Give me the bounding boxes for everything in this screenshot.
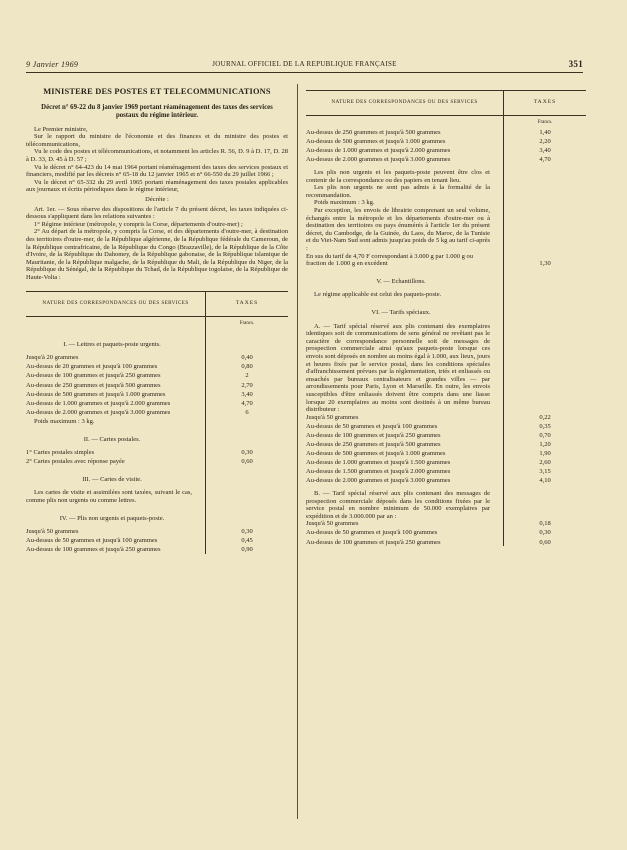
- column-header-nature: NATURE DES CORRESPONDANCES OU DES SERVICES: [26, 292, 206, 316]
- right-column: [306, 90, 586, 548]
- table-row: [306, 156, 586, 164]
- row-value: 3,40: [241, 390, 253, 398]
- unit-row: [306, 116, 586, 130]
- row-value: 3,40: [539, 147, 551, 155]
- unit-label: Francs.: [537, 119, 553, 125]
- note: Les plis non urgents et les paquets-poste peuvent être clos et contenir de la correspondance ou des papiers en tenant lieu.: [306, 169, 490, 184]
- unit-label: Francs.: [239, 321, 255, 327]
- row-label: Au-dessus de 50 grammes et jusqu'à 100 grammes: [306, 529, 438, 537]
- tariff-table-right: [306, 90, 586, 546]
- page-header: [26, 58, 583, 73]
- row-value: 2,70: [241, 381, 253, 389]
- section-note: Les cartes de visite et assimilées sont taxées, suivant le cas, comme plis non urgents ou comme lettres.: [26, 489, 192, 504]
- row-value: 4,70: [539, 156, 551, 164]
- row-value: 4,70: [241, 399, 253, 407]
- row-label: Au-dessus de 50 grammes et jusqu'à 100 grammes: [26, 537, 158, 545]
- table-header: [306, 91, 586, 116]
- row-label: Au-dessus de 1.500 grammes et jusqu'à 2.000 grammes: [306, 468, 451, 476]
- column-header-nature: NATURE DES CORRESPONDANCES OU DES SERVICES: [306, 91, 504, 115]
- row-value: 0,45: [241, 537, 253, 545]
- row-value: 0,18: [539, 520, 551, 528]
- row-value: 0,40: [241, 354, 253, 362]
- column-header-taxes: TAXES: [533, 99, 557, 105]
- row-label: Au-dessus de 500 grammes et jusqu'à 1.000 grammes: [26, 390, 166, 398]
- paragraph: Vu le décret n° 65-332 du 29 avril 1965 portant réaménagement des taxes postales applicables aux journaux et écrits périodiques dans le régime intérieur,: [26, 178, 288, 194]
- section-note: Le régime applicable est celui des paquets-poste.: [314, 291, 442, 299]
- table-row: [306, 441, 586, 449]
- row-value: 1,40: [539, 129, 551, 137]
- section-note: B. — Tarif spécial réservé aux plis contenant des messages de prospection commerciale déposés dans les conditions fixées par le service postal en nombre minimum de 50.000 exemplaires par expédition et de 3.000.000 par an :: [306, 489, 490, 520]
- row-value: 4,10: [539, 477, 551, 485]
- row-label: Au-dessus de 1.000 grammes et jusqu'à 2.000 grammes: [306, 147, 451, 155]
- row-label: Au-dessus de 2.000 grammes et jusqu'à 3.000 grammes: [306, 477, 451, 485]
- table-row: [306, 539, 586, 547]
- tariff-table-left: [26, 291, 288, 553]
- table-row: [26, 449, 288, 457]
- table-row: [26, 354, 288, 362]
- row-value: 0,70: [539, 431, 551, 439]
- row-label: Au-dessus de 100 grammes et jusqu'à 250 grammes: [26, 372, 161, 380]
- table-row: [306, 477, 586, 485]
- section-title: I. — Lettres et paquets-poste urgents.: [63, 340, 161, 348]
- article-1: Art. 1er. — Sous réserve des dispositions de l'article 7 du présent décret, les taxes indiquées ci-dessous s'appliquent dans les relations suivantes :: [26, 205, 288, 221]
- column-divider: [297, 84, 298, 819]
- row-value: 0,30: [241, 449, 253, 457]
- row-label: Au-dessus de 100 grammes et jusqu'à 250 grammes: [306, 538, 441, 546]
- row-value: 2,60: [539, 459, 551, 467]
- row-label: Au-dessus de 2.000 grammes et jusqu'à 3.000 grammes: [26, 408, 171, 416]
- table-body: [26, 317, 288, 554]
- row-value: 2: [245, 372, 249, 380]
- row-label: Jusqu'à 50 grammes: [26, 528, 79, 536]
- section-title: V. — Echantillons.: [376, 277, 426, 285]
- article-item-1: 1° Régime intérieur (métropole, y compris la Corse, départements d'outre-mer) ;: [34, 220, 243, 228]
- table-body: [306, 116, 586, 547]
- row-label: Jusqu'à 50 grammes: [306, 520, 359, 528]
- table-row: [306, 520, 586, 528]
- row-value: 3,15: [539, 468, 551, 476]
- table-header: [26, 292, 288, 317]
- row-value: 0,30: [241, 528, 253, 536]
- row-label: Au-dessus de 500 grammes et jusqu'à 1.000 grammes: [306, 138, 446, 146]
- ministry-heading: MINISTERE DES POSTES ET TELECOMMUNICATIONS: [43, 87, 271, 96]
- row-label: 2° Cartes postales avec réponse payée: [26, 458, 125, 466]
- row-label: Au-dessus de 2.000 grammes et jusqu'à 3.000 grammes: [306, 156, 451, 164]
- table-row: [26, 391, 288, 399]
- row-value: 0,22: [539, 413, 551, 421]
- article-item-2: 2° Au départ de la métropole, y compris la Corse, et des départements d'outre-mer, à destination des territoires d'outre-mer, de la République algérienne, de la République fédérale du Cameroun, de la République centrafricaine, de la République du Congo (Brazzaville), de la République de la Côte d'Ivoire, de la République du Dahomey, de la République gabonaise, de la République islamique de Mauritanie, de la République malgache, de la République du Mali, de la République du Niger, de la République du Sénégal, de la République du Tchad, de la République togolaise, de la République de Haute-Volta :: [26, 228, 288, 281]
- table-row: [306, 129, 586, 137]
- header-date: 9 Janvier 1969: [26, 60, 79, 69]
- paragraph: Vu le décret n° 64-423 du 14 mai 1964 portant réaménagement des taxes des services postaux et financiers, modifié par les décrets n° 65-18 du 12 janvier 1965 et n° 66-550 du 29 juillet 1966 ;: [26, 163, 288, 179]
- paragraph: Le Premier ministre,: [34, 125, 88, 133]
- paragraph: Vu le code des postes et télécommunications, et notamment les articles R. 56, D. 9 à D. 17, D. 28 à D. 33, D. 45 à D. 57 ;: [26, 148, 288, 163]
- paragraph: Sur le rapport du ministre de l'économie et des finances et du ministre des postes et télécommunications,: [26, 133, 288, 148]
- note: Les plis non urgents ne sont pas admis à la formalité de la recommandation.: [306, 184, 490, 199]
- table-row: [26, 372, 288, 380]
- row-value: 1,90: [539, 450, 551, 458]
- row-value: 1,20: [539, 440, 551, 448]
- column-header-taxes: TAXES: [235, 300, 259, 307]
- row-label: Au-dessus de 250 grammes et jusqu'à 500 grammes: [306, 440, 441, 448]
- row-label: Jusqu'à 50 grammes: [306, 413, 359, 421]
- table-row: [306, 459, 586, 467]
- table-row: [26, 546, 288, 554]
- section-title: VI. — Tarifs spéciaux.: [371, 308, 431, 316]
- row-value: 6: [245, 408, 249, 416]
- table-row: [26, 528, 288, 536]
- unit-row: [26, 317, 288, 331]
- table-row: [306, 147, 586, 155]
- table-row: [26, 458, 288, 466]
- section-title: IV. — Plis non urgents et paquets-poste.: [59, 514, 165, 522]
- left-column: [26, 84, 288, 555]
- decree-title: Décret n° 69-22 du 8 janvier 1969 portant réaménagement des taxes des services postaux du régime intérieur.: [41, 103, 273, 119]
- section-note: A. — Tarif spécial réservé aux plis contenant des exemplaires identiques soit de communications de sens général ne revêtant pas le caractère de correspondance personnelle soit de messages de prospection commerciale ainsi qu'aux paquets-poste lorsque ces envois sont déposés en nombre au moins égal à 1.000, aux lieux, jours et heures fixés par le service postal, dans les conditions spéciales d'affranchissement prévues par la réglementation, triés et enliassés ou ensachés par bureaux centralisateurs et grandes villes — par arrondissements pour Paris, Lyon et Marseille. En outre, les envois susceptibles d'être enliassés doivent être compris dans une liasse lorsque 20 exemplaires au moins sont destinés à un même bureau distributeur :: [306, 322, 490, 414]
- row-value: 2,20: [539, 138, 551, 146]
- header-journal-title: JOURNAL OFFICIEL DE LA REPUBLIQUE FRANÇAISE: [212, 60, 397, 68]
- row-label: En sus du tarif de 4,70 F correspondant à 3.000 g par 1.000 g ou fraction de 1.000 g en excédent: [306, 252, 473, 268]
- row-label: Au-dessus de 20 grammes et jusqu'à 100 grammes: [26, 363, 158, 371]
- table-row: [26, 537, 288, 545]
- table-row: [306, 432, 586, 440]
- table-row: [306, 423, 586, 431]
- row-value: 0,80: [241, 363, 253, 371]
- table-row: [306, 138, 586, 146]
- table-row: [306, 414, 586, 422]
- table-row: [306, 529, 586, 537]
- note: Par exception, les envois de librairie comprenant un seul volume, échangés entre la métropole et les départements d'outre-mer ou à destination des territoires ou pays énumérés à l'article 1er du présent décret, du Cambodge, de la Guinée, du Laos, du Maroc, de la Tunisie et du Viet-Nam Sud sont admis jusqu'au poids de 5 kg au tarif ci-après :: [306, 207, 490, 252]
- section-title: III. — Cartes de visite.: [82, 475, 142, 483]
- table-row: [306, 468, 586, 476]
- row-label: Au-dessus de 250 grammes et jusqu'à 500 grammes: [26, 381, 161, 389]
- decrete-label: Décrète :: [145, 195, 169, 203]
- row-label: Au-dessus de 500 grammes et jusqu'à 1.000 grammes: [306, 450, 446, 458]
- section-note: Poids maximum : 3 kg.: [34, 417, 95, 425]
- row-label: Au-dessus de 1.000 grammes et jusqu'à 2.000 grammes: [26, 399, 171, 407]
- row-label: Au-dessus de 250 grammes et jusqu'à 500 grammes: [306, 129, 441, 137]
- row-value: 1,30: [539, 260, 551, 268]
- row-value: 0,35: [539, 422, 551, 430]
- header-page-number: 351: [568, 59, 583, 69]
- row-value: 0,60: [241, 458, 253, 466]
- table-row: [306, 450, 586, 458]
- section-title: II. — Cartes postales.: [83, 435, 141, 443]
- row-value: 0,90: [241, 546, 253, 554]
- row-value: 0,60: [539, 538, 551, 546]
- note: Poids maximum : 3 kg.: [314, 199, 375, 207]
- row-value: 0,30: [539, 529, 551, 537]
- row-label: 1° Cartes postales simples: [26, 449, 95, 457]
- table-row: [26, 363, 288, 371]
- row-label: Au-dessus de 100 grammes et jusqu'à 250 grammes: [26, 546, 161, 554]
- row-label: Au-dessus de 50 grammes et jusqu'à 100 grammes: [306, 422, 438, 430]
- row-label: Jusqu'à 20 grammes: [26, 354, 79, 362]
- row-label: Au-dessus de 100 grammes et jusqu'à 250 grammes: [306, 431, 441, 439]
- table-row: [26, 409, 288, 417]
- table-row: [26, 400, 288, 408]
- row-label: Au-dessus de 1.000 grammes et jusqu'à 1.500 grammes: [306, 459, 451, 467]
- table-row: [306, 253, 586, 268]
- table-row: [26, 382, 288, 390]
